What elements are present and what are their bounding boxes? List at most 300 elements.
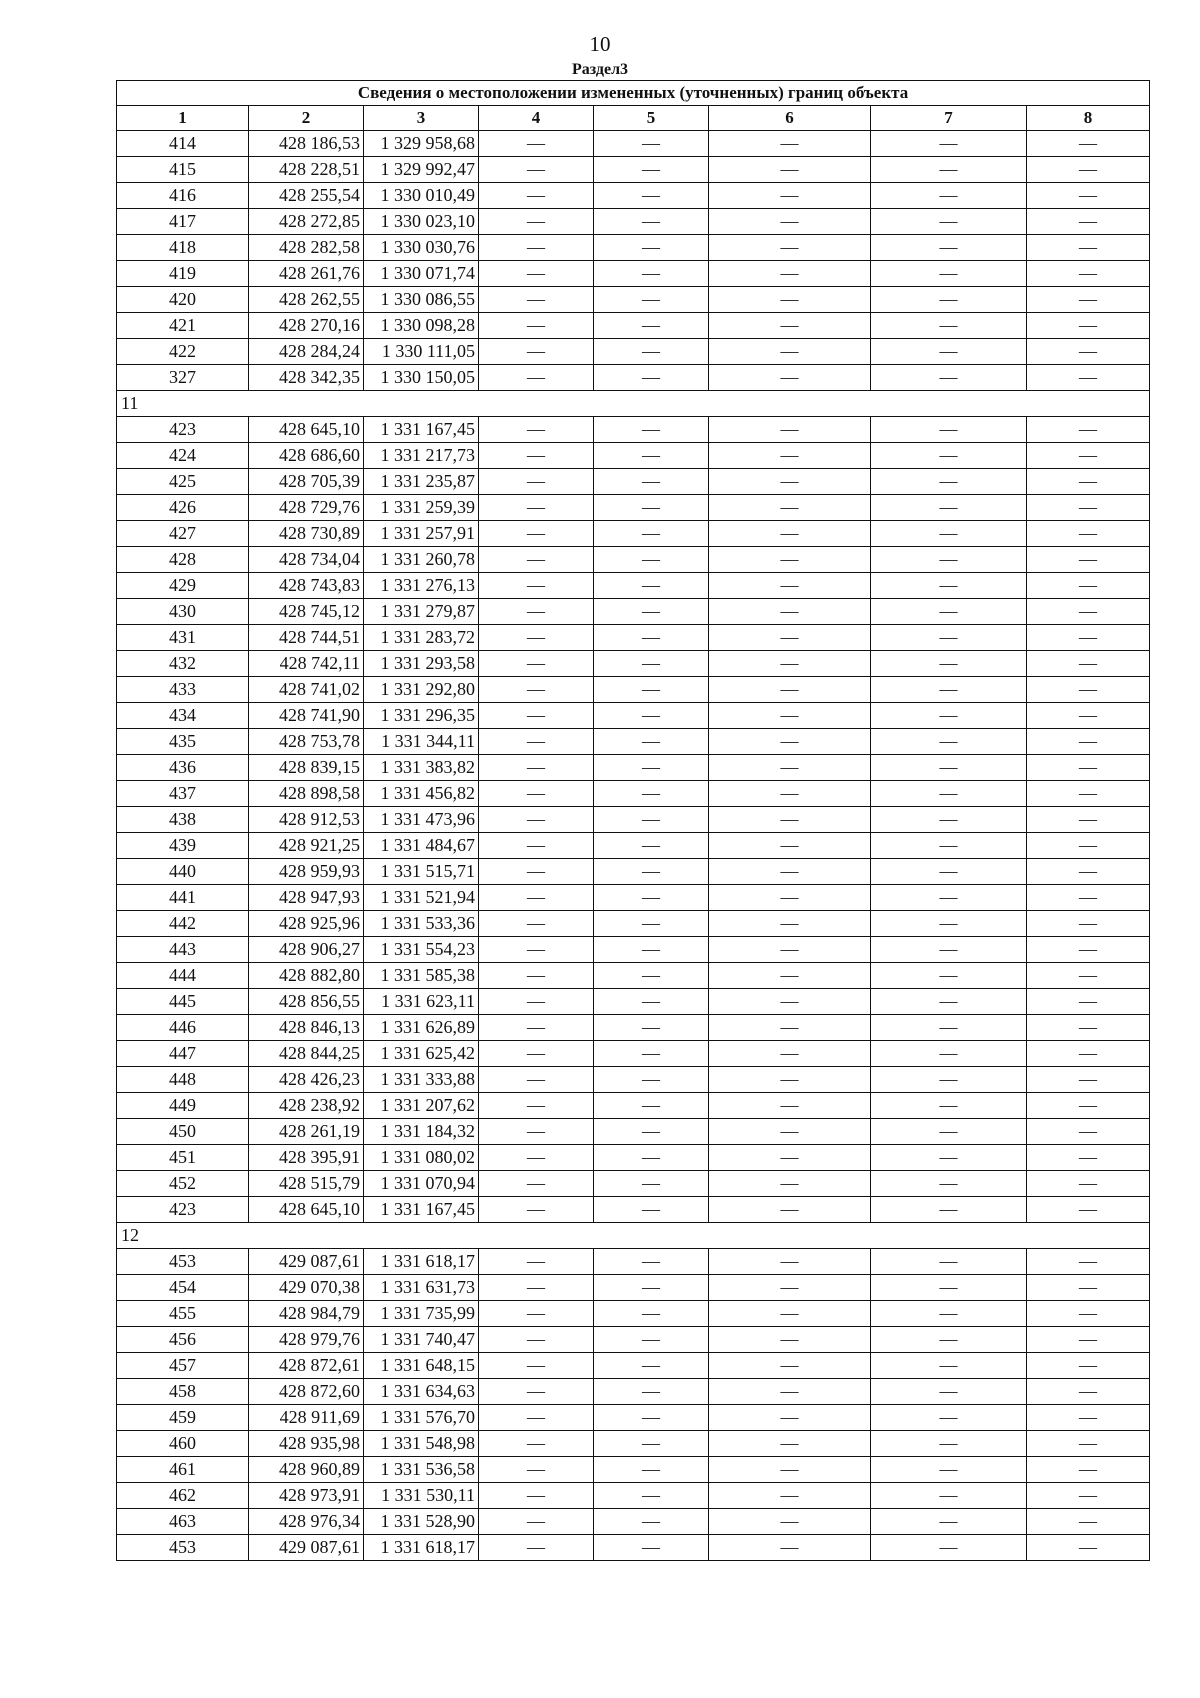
table-row bbox=[117, 365, 1150, 391]
coordinate-y: 1 331 235,87 bbox=[364, 469, 479, 495]
coordinate-x: 428 743,83 bbox=[249, 573, 364, 599]
table-row bbox=[117, 1041, 1150, 1067]
empty-dash-cell: — bbox=[479, 755, 594, 781]
empty-dash-cell: — bbox=[594, 547, 709, 573]
table-row bbox=[117, 235, 1150, 261]
empty-dash-cell: — bbox=[1027, 131, 1150, 157]
empty-dash-cell: — bbox=[594, 209, 709, 235]
table-caption-row bbox=[117, 81, 1150, 106]
coordinate-x: 428 272,85 bbox=[249, 209, 364, 235]
empty-dash-cell: — bbox=[709, 1197, 871, 1223]
coordinate-x: 428 856,55 bbox=[249, 989, 364, 1015]
empty-dash-cell: — bbox=[871, 1067, 1027, 1093]
point-number: 449 bbox=[117, 1093, 249, 1119]
empty-dash-cell: — bbox=[479, 1093, 594, 1119]
table-row bbox=[117, 183, 1150, 209]
point-number: 426 bbox=[117, 495, 249, 521]
point-number: 438 bbox=[117, 807, 249, 833]
empty-dash-cell: — bbox=[594, 599, 709, 625]
empty-dash-cell: — bbox=[594, 313, 709, 339]
point-number: 429 bbox=[117, 573, 249, 599]
empty-dash-cell: — bbox=[594, 1457, 709, 1483]
empty-dash-cell: — bbox=[871, 287, 1027, 313]
point-number: 434 bbox=[117, 703, 249, 729]
column-numbers-row bbox=[117, 106, 1150, 131]
empty-dash-cell: — bbox=[709, 287, 871, 313]
coordinate-x: 428 906,27 bbox=[249, 937, 364, 963]
empty-dash-cell: — bbox=[479, 313, 594, 339]
empty-dash-cell: — bbox=[1027, 781, 1150, 807]
empty-dash-cell: — bbox=[479, 1067, 594, 1093]
contour-group-row bbox=[117, 1223, 1150, 1249]
empty-dash-cell: — bbox=[594, 1145, 709, 1171]
empty-dash-cell: — bbox=[709, 547, 871, 573]
table-row bbox=[117, 1327, 1150, 1353]
empty-dash-cell: — bbox=[1027, 1041, 1150, 1067]
empty-dash-cell: — bbox=[709, 1379, 871, 1405]
empty-dash-cell: — bbox=[594, 1249, 709, 1275]
coordinate-x: 428 262,55 bbox=[249, 287, 364, 313]
table-row bbox=[117, 1379, 1150, 1405]
empty-dash-cell: — bbox=[479, 599, 594, 625]
empty-dash-cell: — bbox=[871, 1197, 1027, 1223]
point-number: 458 bbox=[117, 1379, 249, 1405]
coordinate-x: 428 839,15 bbox=[249, 755, 364, 781]
coordinate-y: 1 331 576,70 bbox=[364, 1405, 479, 1431]
empty-dash-cell: — bbox=[594, 807, 709, 833]
empty-dash-cell: — bbox=[1027, 1457, 1150, 1483]
point-number: 450 bbox=[117, 1119, 249, 1145]
coordinate-y: 1 331 634,63 bbox=[364, 1379, 479, 1405]
empty-dash-cell: — bbox=[871, 1457, 1027, 1483]
empty-dash-cell: — bbox=[594, 729, 709, 755]
empty-dash-cell: — bbox=[871, 1431, 1027, 1457]
empty-dash-cell: — bbox=[479, 833, 594, 859]
coordinate-x: 428 238,92 bbox=[249, 1093, 364, 1119]
coordinate-y: 1 331 456,82 bbox=[364, 781, 479, 807]
point-number: 453 bbox=[117, 1249, 249, 1275]
empty-dash-cell: — bbox=[594, 573, 709, 599]
empty-dash-cell: — bbox=[709, 1119, 871, 1145]
empty-dash-cell: — bbox=[709, 1067, 871, 1093]
empty-dash-cell: — bbox=[479, 183, 594, 209]
coordinate-y: 1 331 296,35 bbox=[364, 703, 479, 729]
point-number: 424 bbox=[117, 443, 249, 469]
coordinate-y: 1 330 111,05 bbox=[364, 339, 479, 365]
empty-dash-cell: — bbox=[1027, 1145, 1150, 1171]
empty-dash-cell: — bbox=[709, 1275, 871, 1301]
coordinate-y: 1 331 167,45 bbox=[364, 417, 479, 443]
table-row bbox=[117, 339, 1150, 365]
coordinate-y: 1 331 257,91 bbox=[364, 521, 479, 547]
column-number: 3 bbox=[364, 106, 479, 131]
empty-dash-cell: — bbox=[709, 677, 871, 703]
empty-dash-cell: — bbox=[871, 1171, 1027, 1197]
point-number: 421 bbox=[117, 313, 249, 339]
coordinate-y: 1 331 515,71 bbox=[364, 859, 479, 885]
coordinate-x: 428 872,60 bbox=[249, 1379, 364, 1405]
empty-dash-cell: — bbox=[1027, 885, 1150, 911]
coordinate-y: 1 331 293,58 bbox=[364, 651, 479, 677]
point-number: 459 bbox=[117, 1405, 249, 1431]
empty-dash-cell: — bbox=[871, 1483, 1027, 1509]
point-number: 422 bbox=[117, 339, 249, 365]
table-row bbox=[117, 833, 1150, 859]
coordinate-x: 429 087,61 bbox=[249, 1535, 364, 1561]
empty-dash-cell: — bbox=[871, 339, 1027, 365]
coordinate-x: 428 912,53 bbox=[249, 807, 364, 833]
empty-dash-cell: — bbox=[479, 1535, 594, 1561]
point-number: 460 bbox=[117, 1431, 249, 1457]
coordinate-x: 428 844,25 bbox=[249, 1041, 364, 1067]
coordinate-x: 428 261,76 bbox=[249, 261, 364, 287]
coordinate-x: 428 976,34 bbox=[249, 1509, 364, 1535]
empty-dash-cell: — bbox=[1027, 235, 1150, 261]
empty-dash-cell: — bbox=[871, 1015, 1027, 1041]
empty-dash-cell: — bbox=[871, 599, 1027, 625]
empty-dash-cell: — bbox=[594, 1353, 709, 1379]
contour-label: 11 bbox=[117, 391, 1150, 417]
coordinate-x: 428 911,69 bbox=[249, 1405, 364, 1431]
coordinate-x: 428 261,19 bbox=[249, 1119, 364, 1145]
empty-dash-cell: — bbox=[479, 1041, 594, 1067]
empty-dash-cell: — bbox=[871, 131, 1027, 157]
empty-dash-cell: — bbox=[1027, 1015, 1150, 1041]
empty-dash-cell: — bbox=[594, 261, 709, 287]
coordinate-x: 428 395,91 bbox=[249, 1145, 364, 1171]
point-number: 420 bbox=[117, 287, 249, 313]
empty-dash-cell: — bbox=[594, 157, 709, 183]
point-number: 461 bbox=[117, 1457, 249, 1483]
table-row bbox=[117, 1015, 1150, 1041]
empty-dash-cell: — bbox=[871, 807, 1027, 833]
empty-dash-cell: — bbox=[871, 1093, 1027, 1119]
coordinate-y: 1 331 548,98 bbox=[364, 1431, 479, 1457]
empty-dash-cell: — bbox=[479, 963, 594, 989]
coordinate-y: 1 331 333,88 bbox=[364, 1067, 479, 1093]
coordinate-y: 1 331 618,17 bbox=[364, 1249, 479, 1275]
table-row bbox=[117, 729, 1150, 755]
coordinate-x: 428 959,93 bbox=[249, 859, 364, 885]
empty-dash-cell: — bbox=[871, 625, 1027, 651]
point-number: 448 bbox=[117, 1067, 249, 1093]
table-row bbox=[117, 937, 1150, 963]
coordinate-x: 428 645,10 bbox=[249, 417, 364, 443]
coordinate-y: 1 331 217,73 bbox=[364, 443, 479, 469]
coordinate-y: 1 330 010,49 bbox=[364, 183, 479, 209]
empty-dash-cell: — bbox=[594, 859, 709, 885]
empty-dash-cell: — bbox=[479, 1379, 594, 1405]
empty-dash-cell: — bbox=[479, 885, 594, 911]
empty-dash-cell: — bbox=[871, 547, 1027, 573]
empty-dash-cell: — bbox=[709, 1249, 871, 1275]
empty-dash-cell: — bbox=[594, 651, 709, 677]
table-row bbox=[117, 521, 1150, 547]
empty-dash-cell: — bbox=[709, 911, 871, 937]
empty-dash-cell: — bbox=[1027, 339, 1150, 365]
empty-dash-cell: — bbox=[1027, 1275, 1150, 1301]
empty-dash-cell: — bbox=[709, 1041, 871, 1067]
point-number: 436 bbox=[117, 755, 249, 781]
empty-dash-cell: — bbox=[1027, 1379, 1150, 1405]
coordinate-x: 428 925,96 bbox=[249, 911, 364, 937]
empty-dash-cell: — bbox=[594, 1405, 709, 1431]
empty-dash-cell: — bbox=[709, 781, 871, 807]
table-row bbox=[117, 1067, 1150, 1093]
coordinate-x: 428 284,24 bbox=[249, 339, 364, 365]
empty-dash-cell: — bbox=[594, 1509, 709, 1535]
empty-dash-cell: — bbox=[594, 521, 709, 547]
empty-dash-cell: — bbox=[479, 989, 594, 1015]
empty-dash-cell: — bbox=[594, 287, 709, 313]
table-row bbox=[117, 261, 1150, 287]
empty-dash-cell: — bbox=[1027, 157, 1150, 183]
point-number: 451 bbox=[117, 1145, 249, 1171]
empty-dash-cell: — bbox=[709, 885, 871, 911]
coordinate-y: 1 331 626,89 bbox=[364, 1015, 479, 1041]
empty-dash-cell: — bbox=[871, 1275, 1027, 1301]
empty-dash-cell: — bbox=[709, 1535, 871, 1561]
empty-dash-cell: — bbox=[594, 365, 709, 391]
empty-dash-cell: — bbox=[709, 1301, 871, 1327]
empty-dash-cell: — bbox=[871, 1353, 1027, 1379]
empty-dash-cell: — bbox=[871, 1379, 1027, 1405]
empty-dash-cell: — bbox=[479, 417, 594, 443]
contour-group-row bbox=[117, 391, 1150, 417]
coordinate-y: 1 331 167,45 bbox=[364, 1197, 479, 1223]
coordinate-x: 428 645,10 bbox=[249, 1197, 364, 1223]
coordinate-y: 1 331 207,62 bbox=[364, 1093, 479, 1119]
empty-dash-cell: — bbox=[871, 1535, 1027, 1561]
empty-dash-cell: — bbox=[1027, 1067, 1150, 1093]
empty-dash-cell: — bbox=[871, 963, 1027, 989]
table-row bbox=[117, 807, 1150, 833]
empty-dash-cell: — bbox=[479, 1275, 594, 1301]
empty-dash-cell: — bbox=[1027, 1197, 1150, 1223]
empty-dash-cell: — bbox=[594, 1197, 709, 1223]
point-number: 445 bbox=[117, 989, 249, 1015]
empty-dash-cell: — bbox=[709, 1405, 871, 1431]
empty-dash-cell: — bbox=[594, 1535, 709, 1561]
empty-dash-cell: — bbox=[871, 313, 1027, 339]
column-number: 1 bbox=[117, 106, 249, 131]
empty-dash-cell: — bbox=[479, 547, 594, 573]
empty-dash-cell: — bbox=[479, 131, 594, 157]
empty-dash-cell: — bbox=[871, 157, 1027, 183]
coordinate-x: 428 872,61 bbox=[249, 1353, 364, 1379]
point-number: 447 bbox=[117, 1041, 249, 1067]
empty-dash-cell: — bbox=[479, 1249, 594, 1275]
empty-dash-cell: — bbox=[594, 1275, 709, 1301]
empty-dash-cell: — bbox=[871, 417, 1027, 443]
empty-dash-cell: — bbox=[709, 573, 871, 599]
coordinate-y: 1 331 279,87 bbox=[364, 599, 479, 625]
empty-dash-cell: — bbox=[709, 703, 871, 729]
empty-dash-cell: — bbox=[1027, 1171, 1150, 1197]
table-row bbox=[117, 1093, 1150, 1119]
table-row bbox=[117, 1197, 1150, 1223]
table-row bbox=[117, 1457, 1150, 1483]
empty-dash-cell: — bbox=[1027, 1353, 1150, 1379]
empty-dash-cell: — bbox=[594, 677, 709, 703]
empty-dash-cell: — bbox=[594, 417, 709, 443]
empty-dash-cell: — bbox=[871, 1301, 1027, 1327]
table-row bbox=[117, 859, 1150, 885]
point-number: 452 bbox=[117, 1171, 249, 1197]
empty-dash-cell: — bbox=[1027, 547, 1150, 573]
coordinate-y: 1 331 521,94 bbox=[364, 885, 479, 911]
point-number: 327 bbox=[117, 365, 249, 391]
empty-dash-cell: — bbox=[594, 1301, 709, 1327]
coordinate-y: 1 331 530,11 bbox=[364, 1483, 479, 1509]
empty-dash-cell: — bbox=[594, 469, 709, 495]
empty-dash-cell: — bbox=[594, 495, 709, 521]
empty-dash-cell: — bbox=[1027, 651, 1150, 677]
empty-dash-cell: — bbox=[1027, 1119, 1150, 1145]
coordinate-y: 1 331 184,32 bbox=[364, 1119, 479, 1145]
empty-dash-cell: — bbox=[1027, 1431, 1150, 1457]
point-number: 456 bbox=[117, 1327, 249, 1353]
empty-dash-cell: — bbox=[1027, 729, 1150, 755]
empty-dash-cell: — bbox=[709, 1509, 871, 1535]
point-number: 431 bbox=[117, 625, 249, 651]
point-number: 442 bbox=[117, 911, 249, 937]
coordinate-y: 1 331 260,78 bbox=[364, 547, 479, 573]
point-number: 444 bbox=[117, 963, 249, 989]
empty-dash-cell: — bbox=[479, 859, 594, 885]
coordinate-y: 1 331 631,73 bbox=[364, 1275, 479, 1301]
coordinate-y: 1 331 344,11 bbox=[364, 729, 479, 755]
point-number: 415 bbox=[117, 157, 249, 183]
empty-dash-cell: — bbox=[594, 989, 709, 1015]
point-number: 439 bbox=[117, 833, 249, 859]
empty-dash-cell: — bbox=[1027, 1509, 1150, 1535]
coordinate-x: 428 228,51 bbox=[249, 157, 364, 183]
table-row bbox=[117, 1275, 1150, 1301]
empty-dash-cell: — bbox=[871, 495, 1027, 521]
empty-dash-cell: — bbox=[479, 1145, 594, 1171]
empty-dash-cell: — bbox=[709, 1015, 871, 1041]
empty-dash-cell: — bbox=[479, 1197, 594, 1223]
empty-dash-cell: — bbox=[479, 365, 594, 391]
coordinate-x: 428 947,93 bbox=[249, 885, 364, 911]
empty-dash-cell: — bbox=[871, 469, 1027, 495]
coordinate-x: 428 984,79 bbox=[249, 1301, 364, 1327]
empty-dash-cell: — bbox=[871, 261, 1027, 287]
coordinate-y: 1 331 484,67 bbox=[364, 833, 479, 859]
empty-dash-cell: — bbox=[709, 937, 871, 963]
empty-dash-cell: — bbox=[1027, 937, 1150, 963]
point-number: 435 bbox=[117, 729, 249, 755]
coordinate-y: 1 331 080,02 bbox=[364, 1145, 479, 1171]
empty-dash-cell: — bbox=[709, 1171, 871, 1197]
table-row bbox=[117, 1535, 1150, 1561]
empty-dash-cell: — bbox=[709, 755, 871, 781]
coordinate-y: 1 329 992,47 bbox=[364, 157, 479, 183]
empty-dash-cell: — bbox=[594, 1171, 709, 1197]
coordinate-y: 1 331 536,58 bbox=[364, 1457, 479, 1483]
empty-dash-cell: — bbox=[709, 1353, 871, 1379]
empty-dash-cell: — bbox=[709, 131, 871, 157]
coordinate-y: 1 331 383,82 bbox=[364, 755, 479, 781]
coordinate-y: 1 331 618,17 bbox=[364, 1535, 479, 1561]
table-row bbox=[117, 1145, 1150, 1171]
point-number: 432 bbox=[117, 651, 249, 677]
table-row bbox=[117, 1301, 1150, 1327]
empty-dash-cell: — bbox=[871, 1327, 1027, 1353]
empty-dash-cell: — bbox=[1027, 469, 1150, 495]
table-row bbox=[117, 1171, 1150, 1197]
empty-dash-cell: — bbox=[479, 157, 594, 183]
empty-dash-cell: — bbox=[871, 1249, 1027, 1275]
empty-dash-cell: — bbox=[1027, 703, 1150, 729]
column-number: 5 bbox=[594, 106, 709, 131]
contour-label: 12 bbox=[117, 1223, 1150, 1249]
table-row bbox=[117, 755, 1150, 781]
table-body bbox=[117, 131, 1150, 1561]
empty-dash-cell: — bbox=[1027, 287, 1150, 313]
coordinate-x: 429 087,61 bbox=[249, 1249, 364, 1275]
coordinate-x: 428 935,98 bbox=[249, 1431, 364, 1457]
empty-dash-cell: — bbox=[1027, 859, 1150, 885]
coordinate-y: 1 330 030,76 bbox=[364, 235, 479, 261]
empty-dash-cell: — bbox=[594, 963, 709, 989]
coordinate-x: 428 882,80 bbox=[249, 963, 364, 989]
empty-dash-cell: — bbox=[479, 651, 594, 677]
point-number: 427 bbox=[117, 521, 249, 547]
coordinate-y: 1 330 098,28 bbox=[364, 313, 479, 339]
empty-dash-cell: — bbox=[479, 781, 594, 807]
point-number: 457 bbox=[117, 1353, 249, 1379]
coordinate-y: 1 331 648,15 bbox=[364, 1353, 479, 1379]
empty-dash-cell: — bbox=[709, 859, 871, 885]
empty-dash-cell: — bbox=[871, 1509, 1027, 1535]
empty-dash-cell: — bbox=[1027, 1483, 1150, 1509]
coordinate-x: 428 686,60 bbox=[249, 443, 364, 469]
point-number: 437 bbox=[117, 781, 249, 807]
column-number: 8 bbox=[1027, 106, 1150, 131]
empty-dash-cell: — bbox=[709, 1093, 871, 1119]
empty-dash-cell: — bbox=[871, 989, 1027, 1015]
empty-dash-cell: — bbox=[1027, 1405, 1150, 1431]
empty-dash-cell: — bbox=[1027, 495, 1150, 521]
empty-dash-cell: — bbox=[871, 729, 1027, 755]
coordinate-x: 428 734,04 bbox=[249, 547, 364, 573]
empty-dash-cell: — bbox=[594, 1327, 709, 1353]
table-row bbox=[117, 703, 1150, 729]
empty-dash-cell: — bbox=[594, 339, 709, 365]
empty-dash-cell: — bbox=[709, 469, 871, 495]
point-number: 441 bbox=[117, 885, 249, 911]
empty-dash-cell: — bbox=[479, 807, 594, 833]
point-number: 414 bbox=[117, 131, 249, 157]
empty-dash-cell: — bbox=[871, 209, 1027, 235]
empty-dash-cell: — bbox=[594, 235, 709, 261]
empty-dash-cell: — bbox=[594, 911, 709, 937]
empty-dash-cell: — bbox=[871, 911, 1027, 937]
coordinate-y: 1 329 958,68 bbox=[364, 131, 479, 157]
coordinate-y: 1 331 292,80 bbox=[364, 677, 479, 703]
empty-dash-cell: — bbox=[479, 625, 594, 651]
column-number: 4 bbox=[479, 106, 594, 131]
empty-dash-cell: — bbox=[479, 703, 594, 729]
empty-dash-cell: — bbox=[709, 1431, 871, 1457]
empty-dash-cell: — bbox=[594, 1093, 709, 1119]
empty-dash-cell: — bbox=[1027, 989, 1150, 1015]
column-number: 7 bbox=[871, 106, 1027, 131]
point-number: 433 bbox=[117, 677, 249, 703]
point-number: 463 bbox=[117, 1509, 249, 1535]
